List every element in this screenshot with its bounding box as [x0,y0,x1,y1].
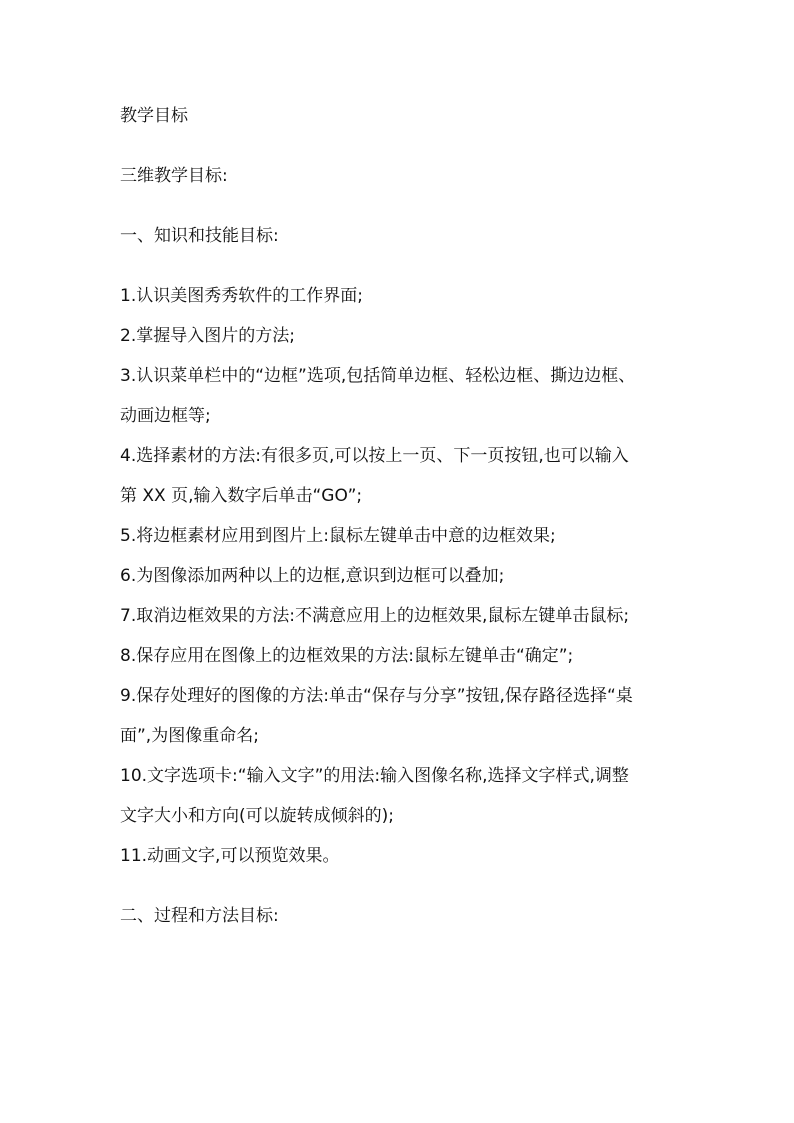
page-title: 教学目标 [120,106,188,126]
list-item-10-line-1: 10.文字选项卡:“输入文字”的用法:输入图像名称,选择文字样式,调整 [120,766,629,786]
list-item-2: 2.掌握导入图片的方法; [120,326,295,346]
list-item-11: 11.动画文字,可以预览效果。 [120,846,340,866]
list-item-5: 5.将边框素材应用到图片上:鼠标左键单击中意的边框效果; [120,526,556,546]
list-item-9 [120,686,680,746]
list-item-8: 8.保存应用在图像上的边框效果的方法:鼠标左键单击“确定”; [120,646,574,666]
list-item-10 [120,766,680,826]
list-item-6: 6.为图像添加两种以上的边框,意识到边框可以叠加; [120,566,505,586]
list-item-3 [120,366,680,426]
list-item-9-line-2: 面”,为图像重命名; [120,726,259,746]
section-heading-process-methods: 二、过程和方法目标: [120,906,279,926]
list-item-9-line-1: 9.保存处理好的图像的方法:单击“保存与分享”按钮,保存路径选择“桌 [120,686,633,706]
document-subtitle: 三维教学目标: [120,166,228,186]
list-item-4 [120,446,680,506]
list-item-1: 1.认识美图秀秀软件的工作界面; [120,286,363,306]
list-item-4-line-1: 4.选择素材的方法:有很多页,可以按上一页、下一页按钮,也可以输入 [120,446,629,466]
list-item-7: 7.取消边框效果的方法:不满意应用上的边框效果,鼠标左键单击鼠标; [120,606,630,626]
document-content [120,106,680,926]
list-item-10-line-2: 文字大小和方向(可以旋转成倾斜的); [120,806,394,826]
list-item-3-line-2: 动画边框等; [120,406,211,426]
section-heading-knowledge-skills: 一、知识和技能目标: [120,226,279,246]
list-item-4-line-2: 第 XX 页,输入数字后单击“GO”; [120,486,363,506]
list-item-3-line-1: 3.认识菜单栏中的“边框”选项,包括简单边框、轻松边框、撕边边框、 [120,366,636,386]
